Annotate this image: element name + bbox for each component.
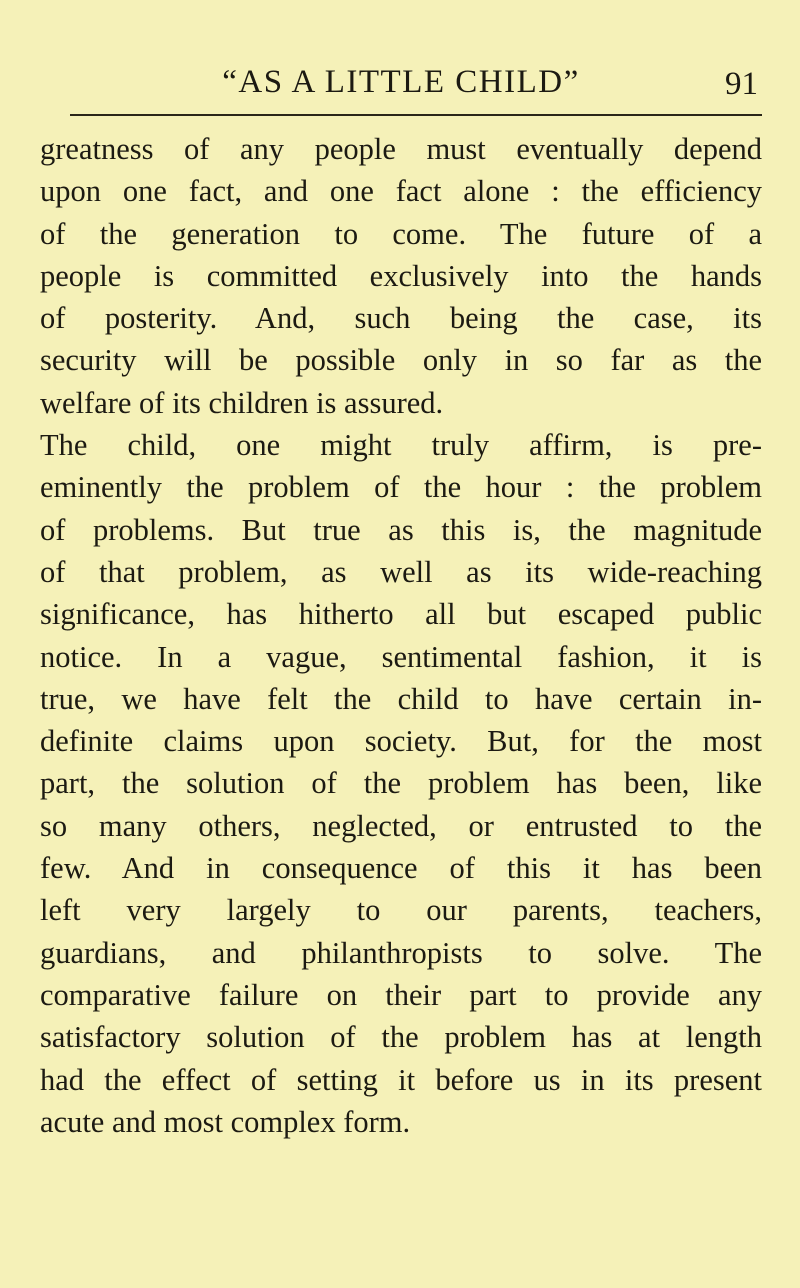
text-line: so many others, neglected, or entrusted to the <box>40 808 762 843</box>
text-line: greatness of any people must eventually depend <box>40 132 762 166</box>
text-line: eminently the problem of the hour : the problem <box>40 470 762 505</box>
header-rule <box>70 114 762 116</box>
text-line: acute and most complex form. <box>40 1104 411 1139</box>
text-line: comparative failure on their part to provide any <box>40 977 762 1012</box>
text-line: welfare of its children is assured. <box>40 385 444 420</box>
text-line: of problems. But true as this is, the magnitude <box>40 512 762 547</box>
body-text <box>40 128 762 1143</box>
text-line: significance, has hitherto all but escaped public <box>40 597 762 632</box>
text-line: notice. In a vague, sentimental fashion, it is <box>40 639 762 674</box>
text-line: part, the solution of the problem has been, like <box>40 766 762 801</box>
text-line: security will be possible only in so far as the <box>40 343 762 378</box>
text-line: upon one fact, and one fact alone : the efficiency <box>40 174 762 209</box>
text-line: The child, one might truly affirm, is pre- <box>40 428 762 463</box>
text-line: of posterity. And, such being the case, its <box>40 301 762 336</box>
page-number: 91 <box>725 66 758 102</box>
text-line: of the generation to come. The future of a <box>40 216 762 251</box>
running-head <box>40 0 762 108</box>
text-line: left very largely to our parents, teachers, <box>40 893 762 928</box>
text-line: had the effect of setting it before us in its present <box>40 1062 762 1097</box>
text-line: few. And in consequence of this it has been <box>40 851 762 886</box>
running-title: “AS A LITTLE CHILD” <box>222 64 580 100</box>
text-line: satisfactory solution of the problem has at length <box>40 1020 762 1055</box>
text-line: guardians, and philanthropists to solve. The <box>40 935 762 970</box>
text-line: definite claims upon society. But, for the most <box>40 724 762 759</box>
text-line: true, we have felt the child to have certain in- <box>40 681 762 716</box>
text-line: of that problem, as well as its wide-reaching <box>40 554 762 589</box>
text-line: people is committed exclusively into the hands <box>40 258 762 293</box>
